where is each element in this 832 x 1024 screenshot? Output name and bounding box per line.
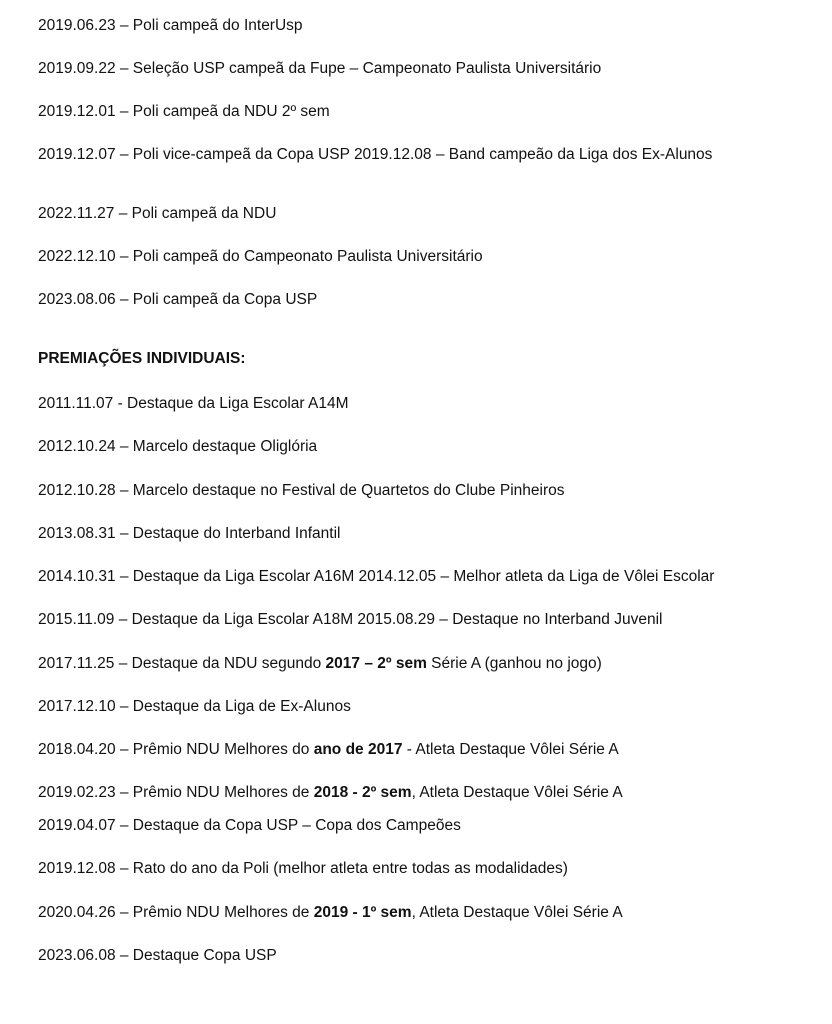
award-line: 2015.11.09 – Destaque da Liga Escolar A18M 2015.08.29 – Destaque no Interband Juvenil xyxy=(38,611,663,628)
award-text: Série A (ganhou no jogo) xyxy=(426,655,602,672)
result-line: 2022.11.27 – Poli campeã da NDU xyxy=(38,205,277,222)
award-text: 2018.04.20 – Prêmio NDU Melhores do xyxy=(38,741,314,758)
award-line: 2023.06.08 – Destaque Copa USP xyxy=(38,947,277,964)
award-line: 2019.12.08 – Rato do ano da Poli (melhor atleta entre todas as modalidades) xyxy=(38,860,568,877)
award-emphasis: 2019 - 1º sem xyxy=(313,904,412,921)
award-text: , Atleta Destaque Vôlei Série A xyxy=(411,904,623,921)
award-line: 2019.04.07 – Destaque da Copa USP – Copa dos Campeões xyxy=(38,817,461,834)
award-line: 2012.10.24 – Marcelo destaque Oliglória xyxy=(38,438,318,455)
result-line: 2019.09.22 – Seleção USP campeã da Fupe – Campeonato Paulista Universitário xyxy=(38,60,602,77)
section-heading: PREMIAÇÕES INDIVIDUAIS: xyxy=(38,350,246,367)
award-line xyxy=(38,783,822,803)
result-line: 2019.06.23 – Poli campeã do InterUsp xyxy=(38,17,303,34)
award-emphasis: 2017 – 2º sem xyxy=(325,655,427,672)
award-line: 2011.11.07 - Destaque da Liga Escolar A14M xyxy=(38,395,349,412)
award-line: 2014.10.31 – Destaque da Liga Escolar A16M 2014.12.05 – Melhor atleta da Liga de Vôlei Escolar xyxy=(38,568,715,585)
result-line: 2019.12.01 – Poli campeã da NDU 2º sem xyxy=(38,103,330,120)
award-line: 2017.12.10 – Destaque da Liga de Ex-Alunos xyxy=(38,698,351,715)
award-text: 2017.11.25 – Destaque da NDU segundo xyxy=(38,655,326,672)
award-text: - Atleta Destaque Vôlei Série A xyxy=(402,741,619,758)
award-text: , Atleta Destaque Vôlei Série A xyxy=(411,784,623,801)
award-text: 2019.02.23 – Prêmio NDU Melhores de xyxy=(38,784,314,801)
award-emphasis: ano de 2017 xyxy=(313,741,403,758)
award-line: 2012.10.28 – Marcelo destaque no Festival de Quartetos do Clube Pinheiros xyxy=(38,482,565,499)
result-line: 2022.12.10 – Poli campeã do Campeonato Paulista Universitário xyxy=(38,248,483,265)
award-line xyxy=(38,903,822,923)
award-line xyxy=(38,654,822,674)
result-line: 2019.12.07 – Poli vice-campeã da Copa USP 2019.12.08 – Band campeão da Liga dos Ex-Alunos xyxy=(38,146,713,163)
award-line xyxy=(38,740,822,760)
award-text: 2020.04.26 – Prêmio NDU Melhores de xyxy=(38,904,314,921)
result-line: 2023.08.06 – Poli campeã da Copa USP xyxy=(38,291,318,308)
award-line: 2013.08.31 – Destaque do Interband Infantil xyxy=(38,525,341,542)
award-emphasis: 2018 - 2º sem xyxy=(313,784,412,801)
